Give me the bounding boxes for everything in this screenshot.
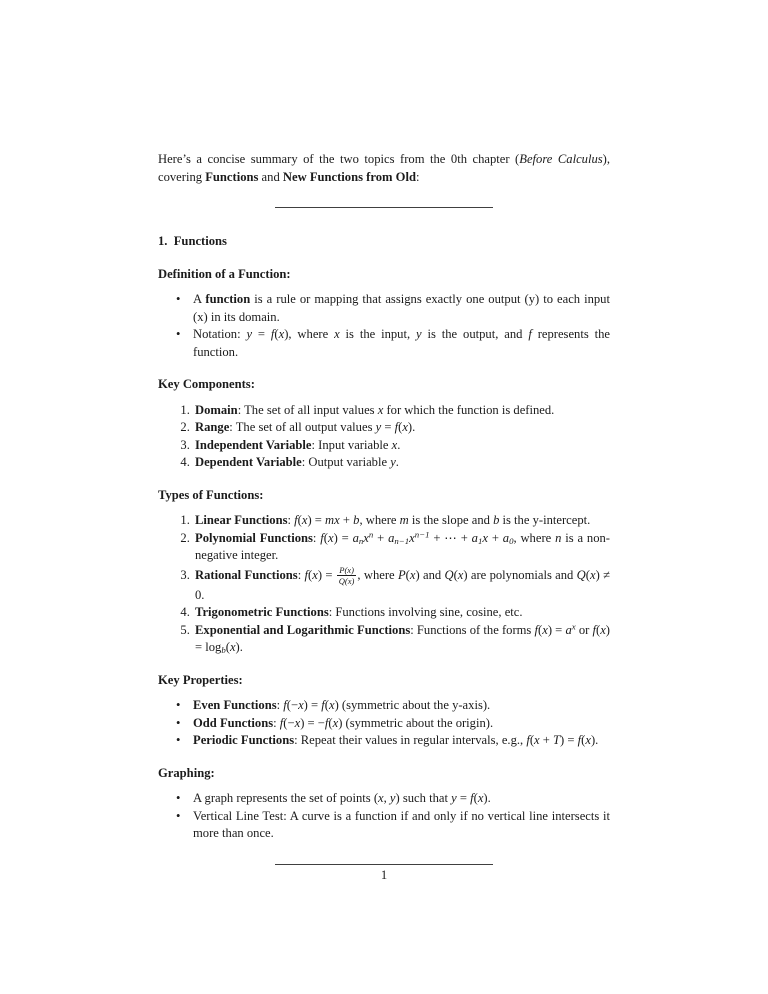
text-run: ) = log (195, 622, 610, 655)
text-run: (− (286, 698, 299, 713)
text-run: x (229, 640, 236, 655)
text-run: Notation: (193, 327, 247, 341)
text-run: b (493, 513, 500, 527)
text-run: ) such that (395, 791, 452, 806)
document-content (158, 151, 610, 890)
text-run: ) = (333, 530, 353, 545)
text-run: and (258, 169, 283, 184)
text-run: y (246, 327, 253, 341)
text-run: = (456, 791, 471, 806)
text-run: ) (symmetric about the y-axis). (334, 698, 491, 713)
list-item (193, 437, 610, 455)
text-run: a (565, 622, 572, 637)
text-run: b (353, 513, 360, 527)
fraction-numerator: P(x) (339, 564, 354, 575)
text-run: : The set of all output values (229, 420, 376, 434)
text-run: f (304, 567, 309, 582)
text-run: f (283, 698, 287, 713)
heading-key-components (158, 376, 610, 394)
list-item (193, 565, 610, 605)
text-run: + (339, 513, 354, 527)
text-run: Graphing: (158, 765, 215, 780)
heading-types-of-functions (158, 487, 610, 505)
text-run: New Functions from Old (282, 169, 416, 184)
text-run: : Input variable (311, 437, 392, 452)
text-run: ( (585, 567, 590, 582)
text-run: f (294, 513, 298, 527)
heading-functions (158, 233, 610, 251)
text-run: . (397, 437, 401, 452)
text-run: a (352, 530, 359, 545)
text-run: Functions (205, 169, 259, 184)
list-item (193, 512, 610, 530)
text-run: y (389, 791, 396, 806)
text-run: f (592, 622, 596, 637)
text-run: ) are polynomials and (463, 567, 577, 582)
text-run: a (388, 530, 395, 545)
text-run: is the slope and (408, 513, 494, 527)
heading-graphing (158, 765, 610, 783)
text-run: : (297, 567, 305, 582)
text-run: ) = (307, 513, 326, 527)
list-item (193, 604, 610, 622)
text-run: ), covering (158, 152, 610, 184)
page-footer (0, 867, 768, 885)
text-run: ) = (303, 698, 322, 713)
text-run: x (328, 698, 335, 713)
text-run: , where (359, 513, 400, 527)
text-run: b (221, 645, 226, 656)
text-run: ( (297, 513, 302, 527)
text-run: , where (513, 530, 556, 545)
text-run: x (589, 567, 596, 582)
text-run: A graph represents the set of points ( (193, 791, 379, 806)
text-run: a (471, 530, 478, 545)
text-run: ). (235, 640, 243, 655)
text-run: : Repeat their values in regular intervals, e.g., (294, 733, 527, 748)
text-run: Dependent Variable (195, 455, 302, 469)
text-run: n (358, 535, 364, 546)
text-run: n (368, 529, 374, 540)
text-run: ) = (560, 733, 578, 748)
list-item (193, 808, 610, 843)
text-run: : Output variable (301, 455, 391, 469)
text-run: : (287, 513, 295, 527)
text-run: or (575, 622, 593, 637)
text-run: x (534, 733, 540, 748)
text-run: x (327, 530, 334, 545)
text-run: m (399, 513, 409, 527)
text-run: Periodic Functions (193, 733, 295, 748)
text-run: represents the function. (193, 327, 611, 359)
text-run: Q (576, 567, 586, 582)
definition-list (158, 291, 610, 361)
text-run: : Functions of the forms (410, 622, 535, 637)
text-run: x (402, 420, 408, 434)
text-run: f (534, 622, 539, 637)
text-run: ). (483, 791, 491, 806)
text-run: a (502, 530, 510, 545)
text-run: : (273, 715, 280, 730)
text-run: ( (274, 327, 279, 341)
text-run: 1 (477, 535, 483, 546)
text-run: ( (398, 420, 403, 434)
text-run: Linear Functions (195, 513, 288, 527)
graphing-list (158, 790, 610, 843)
text-run: x (457, 567, 464, 582)
list-item (193, 622, 610, 657)
text-run: : The set of all input values (237, 402, 378, 417)
text-run: x (585, 733, 591, 748)
math-fraction (336, 565, 358, 587)
text-run: x (391, 437, 398, 452)
text-run: Even Functions (193, 698, 277, 713)
text-run: x (334, 327, 340, 341)
text-run: Key Components: (158, 377, 255, 391)
text-run: . (395, 455, 399, 469)
text-run: is a non-negative integer. (195, 530, 610, 562)
list-item (193, 402, 610, 420)
list-item (193, 530, 610, 565)
text-run: is a rule or mapping that assigns exactly one output (y) to each input (x) in its domain. (193, 292, 610, 324)
heading-definition (158, 266, 610, 284)
heading-key-properties (158, 672, 610, 690)
text-run: x (571, 621, 576, 632)
text-run: 0 (509, 535, 514, 546)
text-run: ( (529, 733, 535, 748)
text-run: Domain (195, 402, 238, 417)
types-of-functions-list (158, 512, 610, 657)
text-run: ( (323, 530, 328, 545)
text-run: is the input, (339, 327, 417, 341)
text-run: Types of Functions: (158, 487, 264, 502)
text-run: : Functions involving sine, cosine, etc. (328, 605, 523, 620)
text-run: y (416, 327, 422, 341)
text-run: x (298, 698, 304, 713)
list-item (193, 790, 610, 808)
text-run: A (193, 292, 206, 306)
text-run: Independent Variable (195, 437, 312, 452)
text-run: y (390, 455, 396, 469)
text-run: for which the function is defined. (383, 402, 555, 417)
text-run: n−1 (394, 535, 410, 546)
text-run: Vertical Line Test: A curve is a function if and only if no vertical line intersects it more than once. (193, 808, 610, 841)
text-run: Rational Functions (195, 567, 298, 582)
list-item (193, 454, 610, 472)
text-run: function (205, 292, 251, 306)
text-run: f (526, 733, 530, 748)
text-run: x (377, 402, 384, 417)
text-run: f (279, 715, 284, 730)
text-run: y (375, 420, 382, 434)
text-run: P (397, 567, 406, 582)
text-run: x (409, 567, 416, 582)
intro-paragraph (158, 151, 610, 186)
text-run: ( (453, 567, 458, 582)
text-run: ), where (284, 327, 335, 341)
text-run: x (542, 622, 548, 637)
text-run: y (451, 791, 457, 806)
text-run: T (553, 733, 561, 748)
text-run: ) = − (300, 715, 325, 730)
text-run: = (381, 420, 395, 434)
list-item (193, 732, 610, 750)
text-run: : (276, 698, 284, 713)
text-run: ) ≠ 0. (195, 567, 610, 602)
text-run: ( (324, 698, 329, 713)
text-run: ) and (415, 567, 445, 582)
divider-rule-bottom (275, 864, 493, 865)
text-run: + (539, 733, 554, 748)
text-run: x (294, 715, 301, 730)
text-run: n (555, 530, 562, 545)
text-run: x (301, 513, 308, 527)
text-run: ) = (547, 622, 566, 637)
text-run: f (324, 715, 329, 730)
text-run: 1. Functions (158, 234, 227, 248)
text-run: Here’s a concise summary of the two topics from the 0th chapter ( (158, 152, 520, 166)
text-run: x (482, 530, 488, 545)
divider-rule-top (275, 207, 493, 208)
text-run: x (332, 715, 339, 730)
text-run: ) (symmetric about the origin). (338, 715, 494, 730)
text-run: Definition of a Function: (158, 266, 291, 281)
fraction-denominator: Q(x) (338, 576, 355, 587)
text-run: ( (473, 791, 478, 806)
list-item (193, 697, 610, 715)
text-run: f (320, 530, 324, 545)
text-run: ( (308, 567, 313, 582)
text-run: , where (357, 567, 398, 582)
text-run: is the output, and (421, 327, 529, 341)
text-run: Polynomial Functions (195, 530, 313, 545)
key-components-list (158, 402, 610, 472)
list-item (193, 715, 610, 733)
text-run: , (383, 791, 390, 806)
text-run: x (278, 327, 285, 341)
text-run: (− (283, 715, 295, 730)
text-run: x (409, 530, 415, 545)
text-run: x (312, 567, 318, 582)
text-run: + ⋯ + (429, 530, 472, 545)
text-run: ( (328, 715, 333, 730)
text-run: mx (325, 513, 340, 527)
page-number: 1 (380, 868, 388, 882)
list-item (193, 291, 610, 326)
text-run: : (312, 530, 321, 545)
text-run: x (600, 622, 606, 637)
list-item (193, 419, 610, 437)
text-run: ( (538, 622, 543, 637)
text-run: Key Properties: (158, 672, 243, 687)
text-run: ( (596, 622, 601, 637)
key-properties-list (158, 697, 610, 750)
text-run: f (321, 698, 325, 713)
text-run: f (470, 791, 474, 806)
text-run: is the y-intercept. (499, 513, 591, 527)
text-run: + (487, 530, 503, 545)
text-run: ). (407, 420, 416, 434)
text-run: = (252, 327, 271, 341)
text-run: ). (590, 733, 599, 748)
text-run: Range (195, 420, 230, 434)
text-run: Exponential and Logarithmic Functions (195, 622, 411, 637)
text-run: Odd Functions (193, 715, 274, 730)
text-run: Before Calculus (519, 152, 603, 166)
text-run: f (270, 327, 275, 341)
text-run: ( (405, 567, 410, 582)
text-run: x (378, 791, 384, 806)
text-run: f (528, 327, 532, 341)
text-run: : (415, 169, 420, 184)
text-run: + (373, 530, 389, 545)
text-run: Trigonometric Functions (195, 605, 329, 620)
text-run: ) = (317, 567, 336, 582)
text-run: ( (581, 733, 586, 748)
text-run: x (477, 791, 484, 806)
text-run: n−1 (414, 529, 430, 540)
text-run: ( (225, 640, 230, 655)
list-item (193, 326, 610, 361)
text-run: f (577, 733, 582, 748)
text-run: f (394, 420, 399, 434)
text-run: Q (444, 567, 454, 582)
text-run: x (363, 530, 369, 545)
